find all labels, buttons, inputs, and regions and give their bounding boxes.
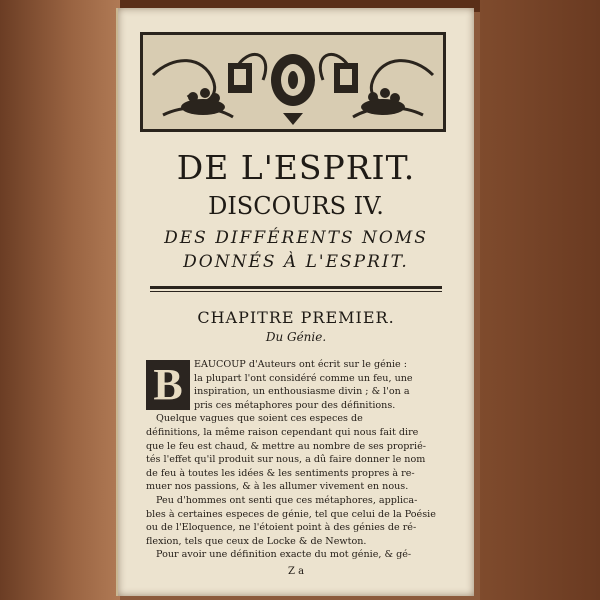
binding-left <box>0 0 120 600</box>
text-line: bles à certaines especes de génie, tel que celui de la Poésie <box>146 508 436 520</box>
book-page <box>116 8 474 596</box>
text-line: inspiration, un enthousiasme divin ; & l'on a <box>194 386 410 398</box>
text-line: Quelque vagues que soient ces especes de <box>156 413 363 425</box>
double-rule-divider <box>150 286 442 292</box>
headpiece-ornament <box>140 32 446 132</box>
text-line: ou de l'Eloquence, ne l'étoient point à des génies de ré- <box>146 522 417 534</box>
text-line: tés l'effet qu'il produit sur nous, a dû faire donner le nom <box>146 454 426 466</box>
body-text <box>146 358 444 562</box>
text-line: de feu à toutes les idées & les sentiments propres à re- <box>146 467 415 479</box>
text-line: la plupart l'ont considéré comme un feu, une <box>194 372 413 384</box>
discourse-subtitle-line2: DONNÉS À L'ESPRIT. <box>183 252 409 272</box>
text-line: que le feu est chaud, & mettre au nombre de ses proprié- <box>146 440 426 452</box>
text-line: muer nos passions, & à les allumer vivement en nous. <box>146 481 409 493</box>
text-line: EAUCOUP d'Auteurs ont écrit sur le génie : <box>194 359 407 370</box>
discourse-subtitle-line1: DES DIFFÉRENTS NOMS <box>164 228 428 248</box>
discourse-heading: DISCOURS IV. <box>208 192 384 220</box>
drop-cap: B <box>146 360 190 410</box>
signature-mark: Z a <box>287 566 305 577</box>
text-line: flexion, tels que ceux de Locke & de Newton. <box>146 535 367 547</box>
book-title: DE L'ESPRIT. <box>176 148 416 187</box>
chapter-heading: CHAPITRE PREMIER. <box>197 308 395 327</box>
text-line: définitions, la même raison cependant qui nous fait dire <box>146 426 419 438</box>
text-line: Peu d'hommes ont senti que ces métaphores, applica- <box>156 494 418 506</box>
text-line: pris ces métaphores pour des définitions. <box>194 399 396 411</box>
text-line: Pour avoir une définition exacte du mot génie, & gé- <box>156 549 412 561</box>
chapter-title: Du Génie. <box>265 330 327 344</box>
binding-right <box>480 0 600 600</box>
